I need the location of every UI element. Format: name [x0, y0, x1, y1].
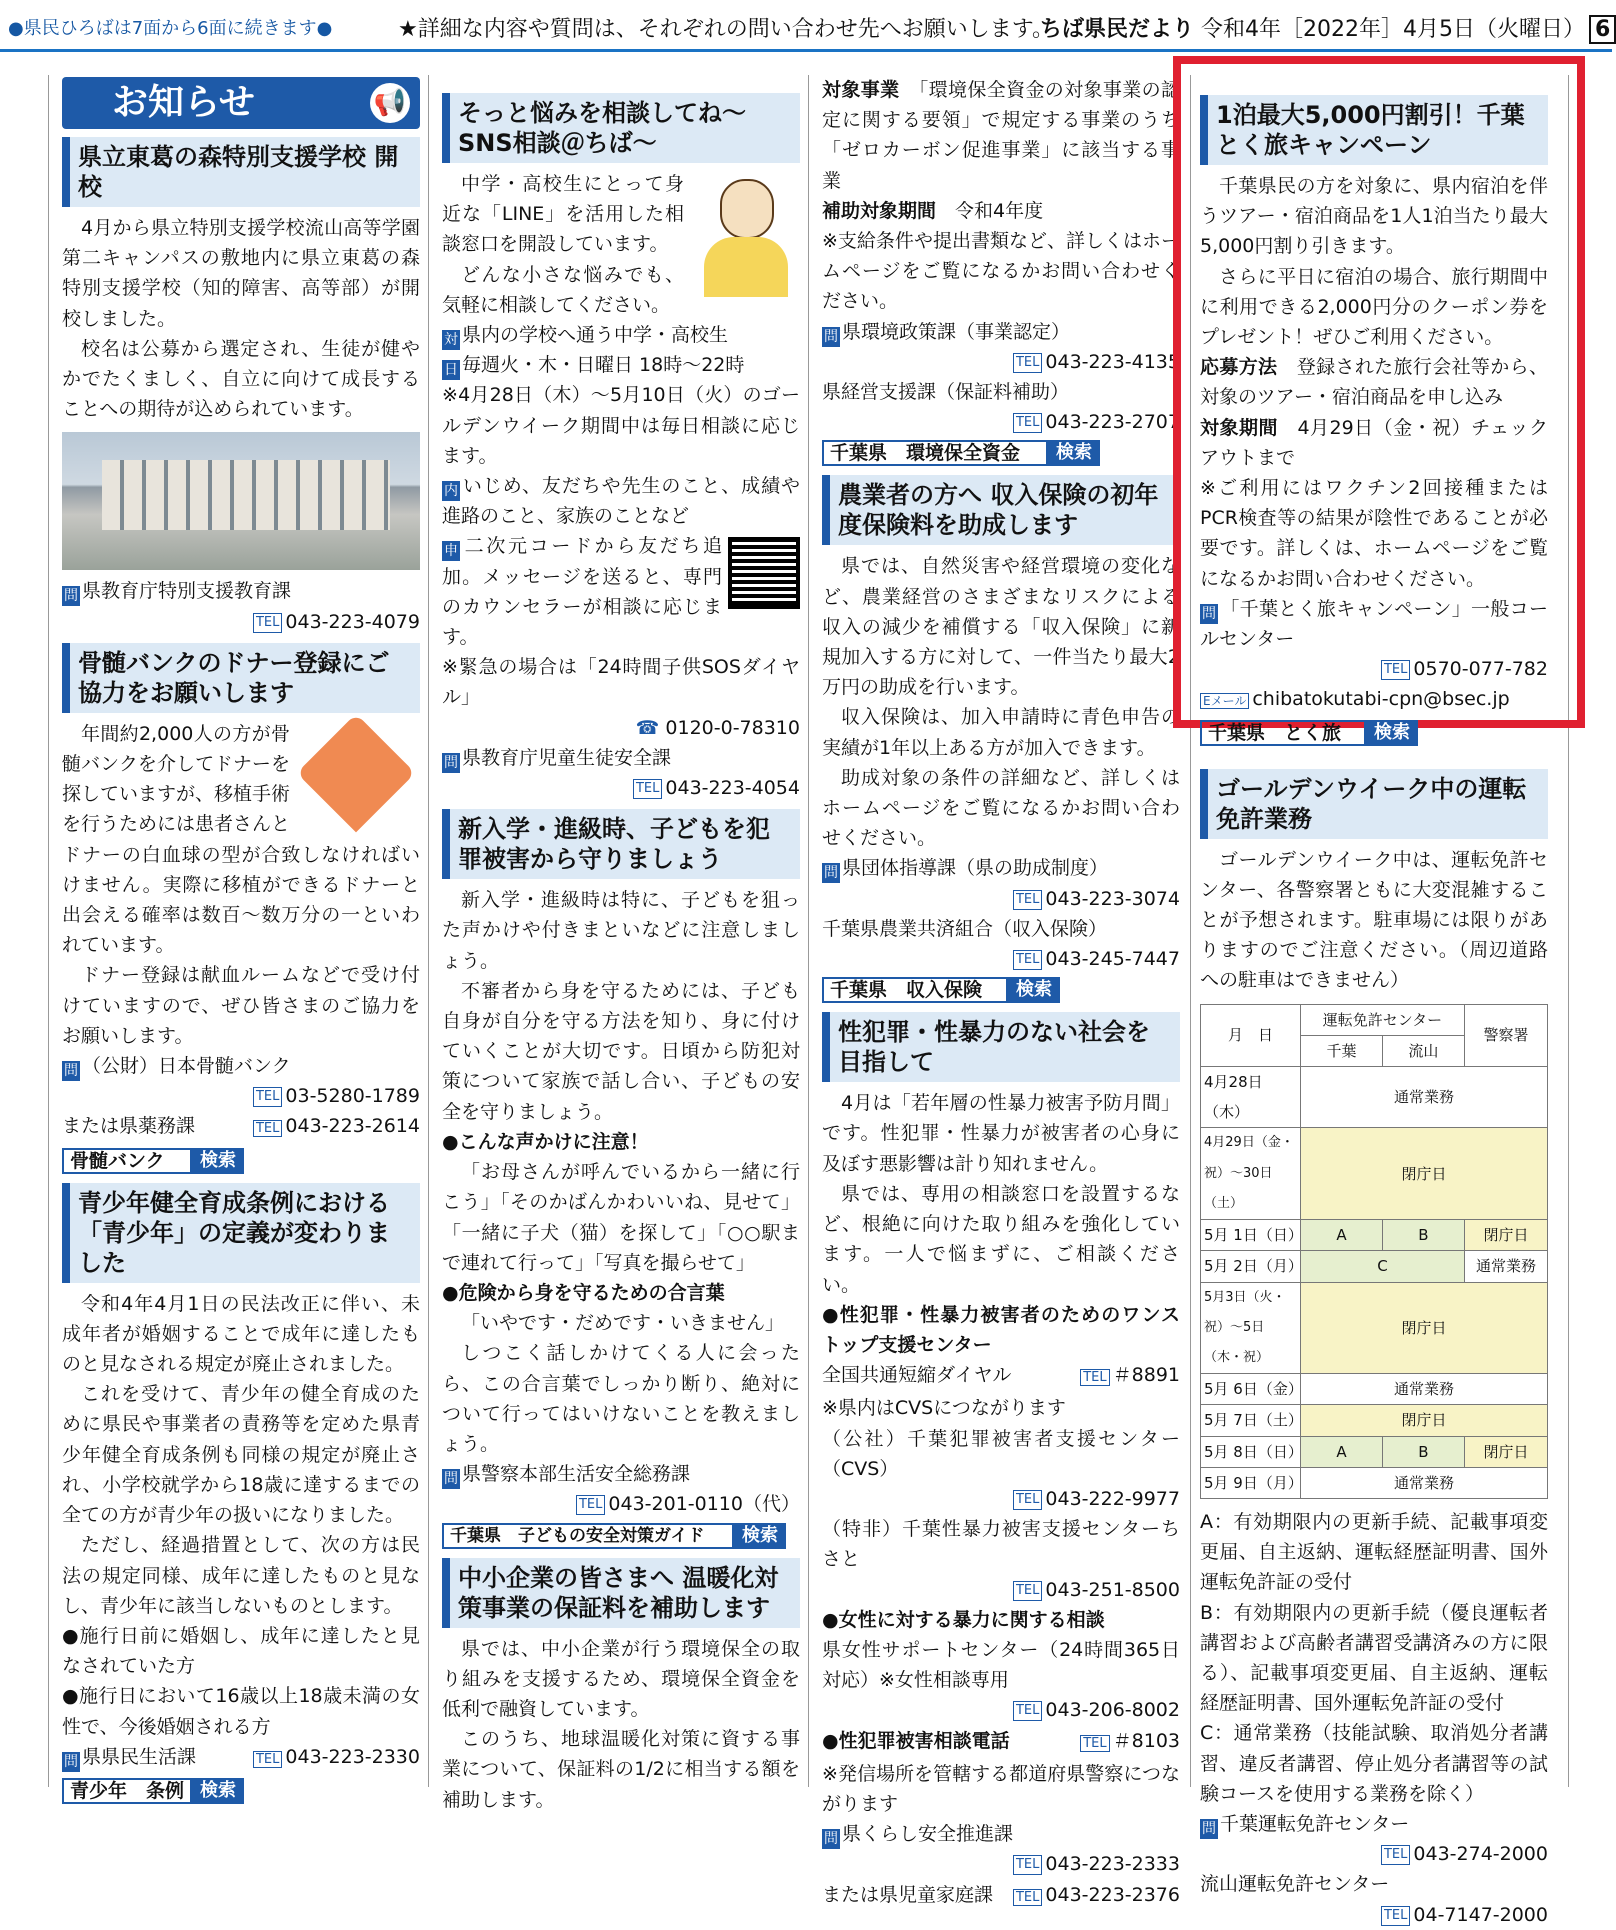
phone-row: 全国共通短縮ダイヤル TEL ＃8891: [822, 1364, 1180, 1387]
article-title: そっと悩みを相談してね〜SNS相談＠ちば〜: [442, 93, 800, 163]
inquiry-icon: 問: [1202, 1820, 1216, 1837]
divider: [48, 75, 49, 1787]
note: ※ご利用にはワクチン2回接種またはPCR検査等の結果が陰性であることが必要です。詳しくは、ホームページをご覧になるかお問い合わせください。: [1200, 477, 1548, 590]
search-box[interactable]: 千葉県 子どもの安全対策ガイド 検索: [442, 1522, 800, 1550]
contact: 問 県環境政策課（事業認定）: [824, 320, 1071, 345]
heart-handshake-icon: [296, 723, 416, 823]
page-number: 6: [1589, 15, 1616, 44]
paragraph: ただし、経過措置として、次の方は民法の規定同様、成年に達したものと見なし、青少年に該当しないものとします。: [62, 1534, 420, 1617]
contact: 問 県県民生活課 TEL 043-223-2330: [64, 1745, 420, 1770]
phone: TEL 043-223-4054: [442, 773, 800, 803]
contact: （特非）千葉性暴力被害支援センターちさと: [822, 1518, 1180, 1571]
article-title: 青少年健全育成条例における「青少年」の定義が変わりました: [62, 1183, 420, 1283]
inquiry-icon: 問: [1202, 605, 1216, 622]
inquiry-icon: 問: [444, 1471, 458, 1488]
note: ※支給条件や提出書類など、詳しくはホームページをご覧になるかお問い合わせください。: [822, 230, 1180, 313]
inquiry-icon: 問: [64, 1753, 78, 1770]
paragraph: しつこく話しかけてくる人に会ったら、この合言葉でしっかり断り、絶対について行ってはいけないことを教えましょう。: [442, 1342, 800, 1455]
quote: 「いやです・だめです・いきません」: [461, 1312, 785, 1335]
phone: TEL 043-223-2333: [822, 1849, 1180, 1879]
column-3: [822, 75, 1180, 1913]
phone: TEL 043-223-4135: [822, 347, 1180, 377]
email[interactable]: Eメール chibatokutabi-cpn@bsec.jp: [1200, 684, 1548, 716]
article-title: 農業者の方へ 収入保険の初年度保険料を助成します: [822, 475, 1180, 545]
phone: TEL 043-201-0110（代）: [442, 1489, 800, 1519]
search-box[interactable]: 千葉県 環境保全資金 検索: [822, 439, 1180, 467]
inquiry-icon: 問: [824, 328, 838, 345]
megaphone-icon: 📢: [370, 83, 410, 123]
article-title: 1泊最大5,000円割引！千葉とく旅キャンペーン: [1200, 95, 1548, 165]
phone: TEL 043-223-3074: [822, 884, 1180, 914]
email-icon: Eメール: [1200, 693, 1249, 709]
paragraph: 千葉県民の方を対象に、県内宿泊を伴うツアー・宿泊商品を1人1泊当たり最大5,000円割り引きます。: [1200, 175, 1548, 258]
phone: TEL 0570-077-782: [1200, 654, 1548, 684]
phone: TEL 043-274-2000: [1200, 1839, 1548, 1869]
contact: 流山運転免許センター: [1200, 1873, 1390, 1896]
contact: 問 県くらし安全推進課: [824, 1823, 1014, 1848]
item: 応募方法 登録された旅行会社等から、対象のツアー・宿泊商品を申し込み: [1200, 356, 1548, 409]
tel-icon: TEL: [253, 613, 282, 633]
column-2: [442, 75, 800, 1815]
divider: [428, 75, 429, 1787]
paragraph: 不審者から身を守るためには、子ども自身が自分を守る方法を知り、身に付けていくことが大切です。日頃から防犯対策について家族で話し合い、子どもの安全を守りましょう。: [442, 979, 800, 1123]
divider: [808, 75, 809, 1787]
target: 対 県内の学校へ通う中学・高校生: [444, 324, 729, 349]
school-photo: [62, 432, 420, 570]
notice-banner: お知らせ 📢: [62, 77, 420, 129]
phone: TEL 043-206-8002: [822, 1695, 1180, 1725]
bullet-item: ●施行日において16歳以上18歳未満の女性で、今後婚姻される方: [62, 1685, 420, 1738]
page-header: [0, 0, 1612, 52]
note: ※県内はCVSにつながります: [822, 1397, 1066, 1420]
paragraph: 県では、中小企業が行う環境保全の取り組みを支援するため、環境保全資金を低利で融資しています。: [442, 1637, 800, 1720]
paragraph: ドナー登録は献血ルームなどで受け付けていますので、ぜひ皆さまのご協力をお願いします。: [62, 964, 420, 1047]
subheading: ●女性に対する暴力に関する相談: [822, 1608, 1105, 1631]
paragraph: これを受けて、青少年の健全育成のために県民や事業者の責務等を定めた県青少年健全育成条例も同様の規定が廃止され、小学校就学から18歳に達するまでの全ての方が青少年の扱いになりました。: [62, 1383, 420, 1527]
paragraph: 新入学・進級時は特に、子どもを狙った声かけや付きまといなどに注意しましょう。: [442, 889, 800, 972]
paragraph: さらに平日に宿泊の場合、旅行期間中に利用できる2,000円分のクーポン券をプレゼント！ぜひご利用ください。: [1200, 265, 1548, 349]
article-title: 性犯罪・性暴力のない社会を目指して: [822, 1012, 1180, 1082]
legend-b: B：有効期限内の更新手続（優良運転者講習および高齢者講習受講済みの方に限る）、記載事項変更届、自主返納、運転経歴証明書、国外運転免許証の受付: [1200, 1601, 1548, 1715]
phone: TEL 043-222-9977: [822, 1484, 1180, 1514]
subheading: ●性犯罪・性暴力被害者のためのワンストップ支援センター: [822, 1303, 1180, 1356]
contact: 問 千葉運転免許センター: [1202, 1812, 1410, 1837]
quote: 「お母さんが呼んでいるから一緒に行こう」「そのかばんかわいいね、見せて」「一緒に子犬（猫）を探して」「○○駅まで連れて行って」「写真を撮らせて」: [442, 1161, 800, 1274]
paragraph: 年間約2,000人の方が骨髄バンクを介してドナーを探していますが、移植手術を行うためには患者さんとドナーの白血球の型が合致しなければいけません。実際に移植ができるドナーと出会える確率は数百〜数万分の一といわれています。: [62, 722, 420, 957]
item: 補助対象期間 令和4年度: [822, 199, 1044, 222]
content: 内 いじめ、友だちや先生のこと、成績や進路のこと、家族のことなど: [442, 475, 800, 528]
tel-icon: TEL: [253, 1087, 282, 1107]
schedule: 日 毎週火・木・日曜日 18時〜22時: [444, 354, 745, 379]
schedule-table: 月 日 運転免許センター 警察署 千葉 流山 4月28日（木） 通常業務 4月29日（金・祝）〜30日（土） 閉庁日 5月 1日（日） A B 閉庁日 5月 2日（月） C 通常業務 5月3日（火・祝）〜5日（木・祝） 閉庁日 5月 6日（金） 通常業務 5月 7日（土） 閉庁日 5月 8日（日） A B 閉庁日 5月 9日（月） 通常業務: [1200, 1004, 1548, 1499]
contact: 問 県警察本部生活安全総務課: [444, 1463, 691, 1488]
paragraph: 校名は公募から選定され、生徒が健やかでたくましく、自立に向けて成長することへの期待が込められています。: [62, 337, 420, 421]
legend-a: A：有効期限内の更新手続、記載事項変更届、自主返納、運転経歴証明書、国外運転免許証の受付: [1200, 1510, 1548, 1594]
qr-code[interactable]: [728, 537, 800, 609]
paragraph: 4月は「若年層の性暴力被害予防月間」です。性犯罪・性暴力が被害者の心身に及ぼす悪影響は計り知れません。: [822, 1092, 1180, 1175]
inquiry-icon: 問: [64, 1063, 78, 1080]
article-title: 骨髄バンクのドナー登録にご協力をお願いします: [62, 643, 420, 713]
phone-row: または県児童家庭課 TEL 043-223-2376: [822, 1883, 1180, 1906]
paragraph: 中学・高校生にとって身近な「LINE」を活用した相談窓口を開設しています。: [442, 173, 684, 256]
paragraph: 収入保険は、加入申請時に青色申告の実績が1年以上ある方が加入できます。: [822, 706, 1180, 759]
legend-c: C：通常業務（技能試験、取消処分者講習、違反者講習、停止処分者講習等の試験コースを使用する業務を除く）: [1200, 1722, 1548, 1805]
paragraph: このうち、地球温暖化対策に資する事業について、保証料の1/2に相当する額を補助します。: [442, 1728, 800, 1811]
contact: 千葉県農業共済組合（収入保険）: [822, 917, 1108, 940]
paragraph: ゴールデンウイーク中は、運転免許センター、各警察署ともに大変混雑することが予想されます。駐車場には限りがありますのでご注意ください。（周辺道路への駐車はできません）: [1200, 848, 1548, 992]
contact: 県女性サポートセンター（24時間365日対応）※女性相談専用: [822, 1638, 1180, 1692]
inquiry-icon: 問: [824, 865, 838, 882]
subheading: ●こんな声かけに注意！: [442, 1130, 649, 1153]
article-title: 県立東葛の森特別支援学校 開校: [62, 137, 420, 207]
phone: TEL 03-5280-1789: [62, 1081, 420, 1111]
column-1: [62, 75, 420, 1813]
note: ※発信場所を管轄する都道府県警察につながります: [822, 1762, 1180, 1815]
bullet-item: ●施行日前に婚姻し、成年に達したと見なされていた方: [62, 1624, 420, 1678]
article-title: 中小企業の皆さまへ 温暖化対策事業の保証料を補助します: [442, 1558, 800, 1628]
application: 申 二次元コードから友だち追加。メッセージを送ると、専門のカウンセラーが相談に応じます。: [442, 535, 722, 649]
article-title: 新入学・進級時、子どもを犯罪被害から守りましょう: [442, 809, 800, 879]
paragraph: 4月から県立特別支援学校流山高等学園第二キャンパスの敷地内に県立東葛の森特別支援学校（知的障害、高等部）が開校しました。: [62, 217, 420, 330]
freedial: ☎ 0120-0-78310: [635, 716, 800, 739]
phone: TEL 043-251-8500: [822, 1575, 1180, 1605]
header-right: ちば県民だより 令和4年［2022年］4月5日（火曜日） 6: [1040, 12, 1616, 44]
header-center: ★詳細な内容や質問は、それぞれの問い合わせ先へお願いします。: [398, 17, 1054, 42]
paragraph: どんな小さな悩みでも、気軽に相談してください。: [442, 263, 684, 316]
inquiry-icon: 問: [824, 1831, 838, 1848]
phone: TEL 043-223-2707: [822, 407, 1180, 437]
contact: （公社）千葉犯罪被害者支援センター（CVS）: [822, 1427, 1180, 1480]
search-box[interactable]: 千葉県 とく旅 検索: [1200, 719, 1548, 747]
contact: 問 県教育庁特別支援教育課: [64, 580, 292, 605]
note: ※4月28日（木）〜5月10日（火）のゴールデンウイーク期間中は毎日相談に応じます。: [442, 384, 800, 467]
paragraph: 助成対象の条件の詳細など、詳しくはホームページをご覧になるかお問い合わせください。: [822, 766, 1180, 850]
phone: TEL 043-223-4079: [62, 607, 420, 637]
contact: 県経営支援課（保証料補助）: [822, 381, 1070, 404]
paragraph: 県では、専用の相談窓口を設置するなど、根絶に向けた取り組みを強化しています。一人で悩まずに、ご相談ください。: [822, 1182, 1180, 1296]
contact: または県薬務課 TEL 043-223-2614: [62, 1115, 420, 1138]
note: ※緊急の場合は「24時間子供SOSダイヤル」: [442, 656, 800, 709]
inquiry-icon: 問: [64, 588, 78, 605]
item: 対象期間 4月29日（金・祝）チェックアウトまで: [1200, 416, 1548, 469]
header-left: ●県民ひろばは7面から6面に続きます●: [8, 18, 333, 39]
contact: 問 「千葉とく旅キャンペーン」一般コールセンター: [1200, 597, 1548, 651]
subheading: ●危険から身を守るための合言葉: [442, 1281, 725, 1304]
inquiry-icon: 問: [444, 754, 458, 771]
search-box[interactable]: 千葉県 収入保険 検索: [822, 976, 1180, 1004]
column-4: [1200, 75, 1548, 1930]
phone: TEL 04-7147-2000: [1200, 1900, 1548, 1930]
paragraph: 県では、自然災害や経営環境の変化など、農業経営のさまざまなリスクによる収入の減少を補償する「収入保険」に新規加入する方に対して、一件当たり最大2万円の助成を行います。: [822, 555, 1180, 699]
student-smartphone-illustration: [690, 173, 800, 303]
search-box[interactable]: 青少年 条例 検索: [62, 1777, 420, 1805]
phone-row: ●性犯罪被害相談電話 TEL ＃8103: [822, 1729, 1180, 1752]
article-title: ゴールデンウイーク中の運転免許業務: [1200, 769, 1548, 839]
search-box[interactable]: 骨髄バンク 検索: [62, 1147, 420, 1175]
contact: 問 県団体指導課（県の助成制度）: [824, 857, 1109, 882]
contact: 問 （公財）日本骨髄バンク: [64, 1055, 291, 1080]
paragraph: 令和4年4月1日の民法改正に伴い、未成年者が婚姻することで成年に達したものと見なされる規定が廃止されました。: [62, 1292, 420, 1376]
phone: TEL 043-245-7447: [822, 944, 1180, 974]
item: 対象事業 「環境保全資金の対象事業の認定に関する要領」で規定する事業のうち「ゼロカーボン促進事業」に該当する事業: [822, 79, 1180, 192]
contact: 問 県教育庁児童生徒安全課: [444, 746, 672, 771]
